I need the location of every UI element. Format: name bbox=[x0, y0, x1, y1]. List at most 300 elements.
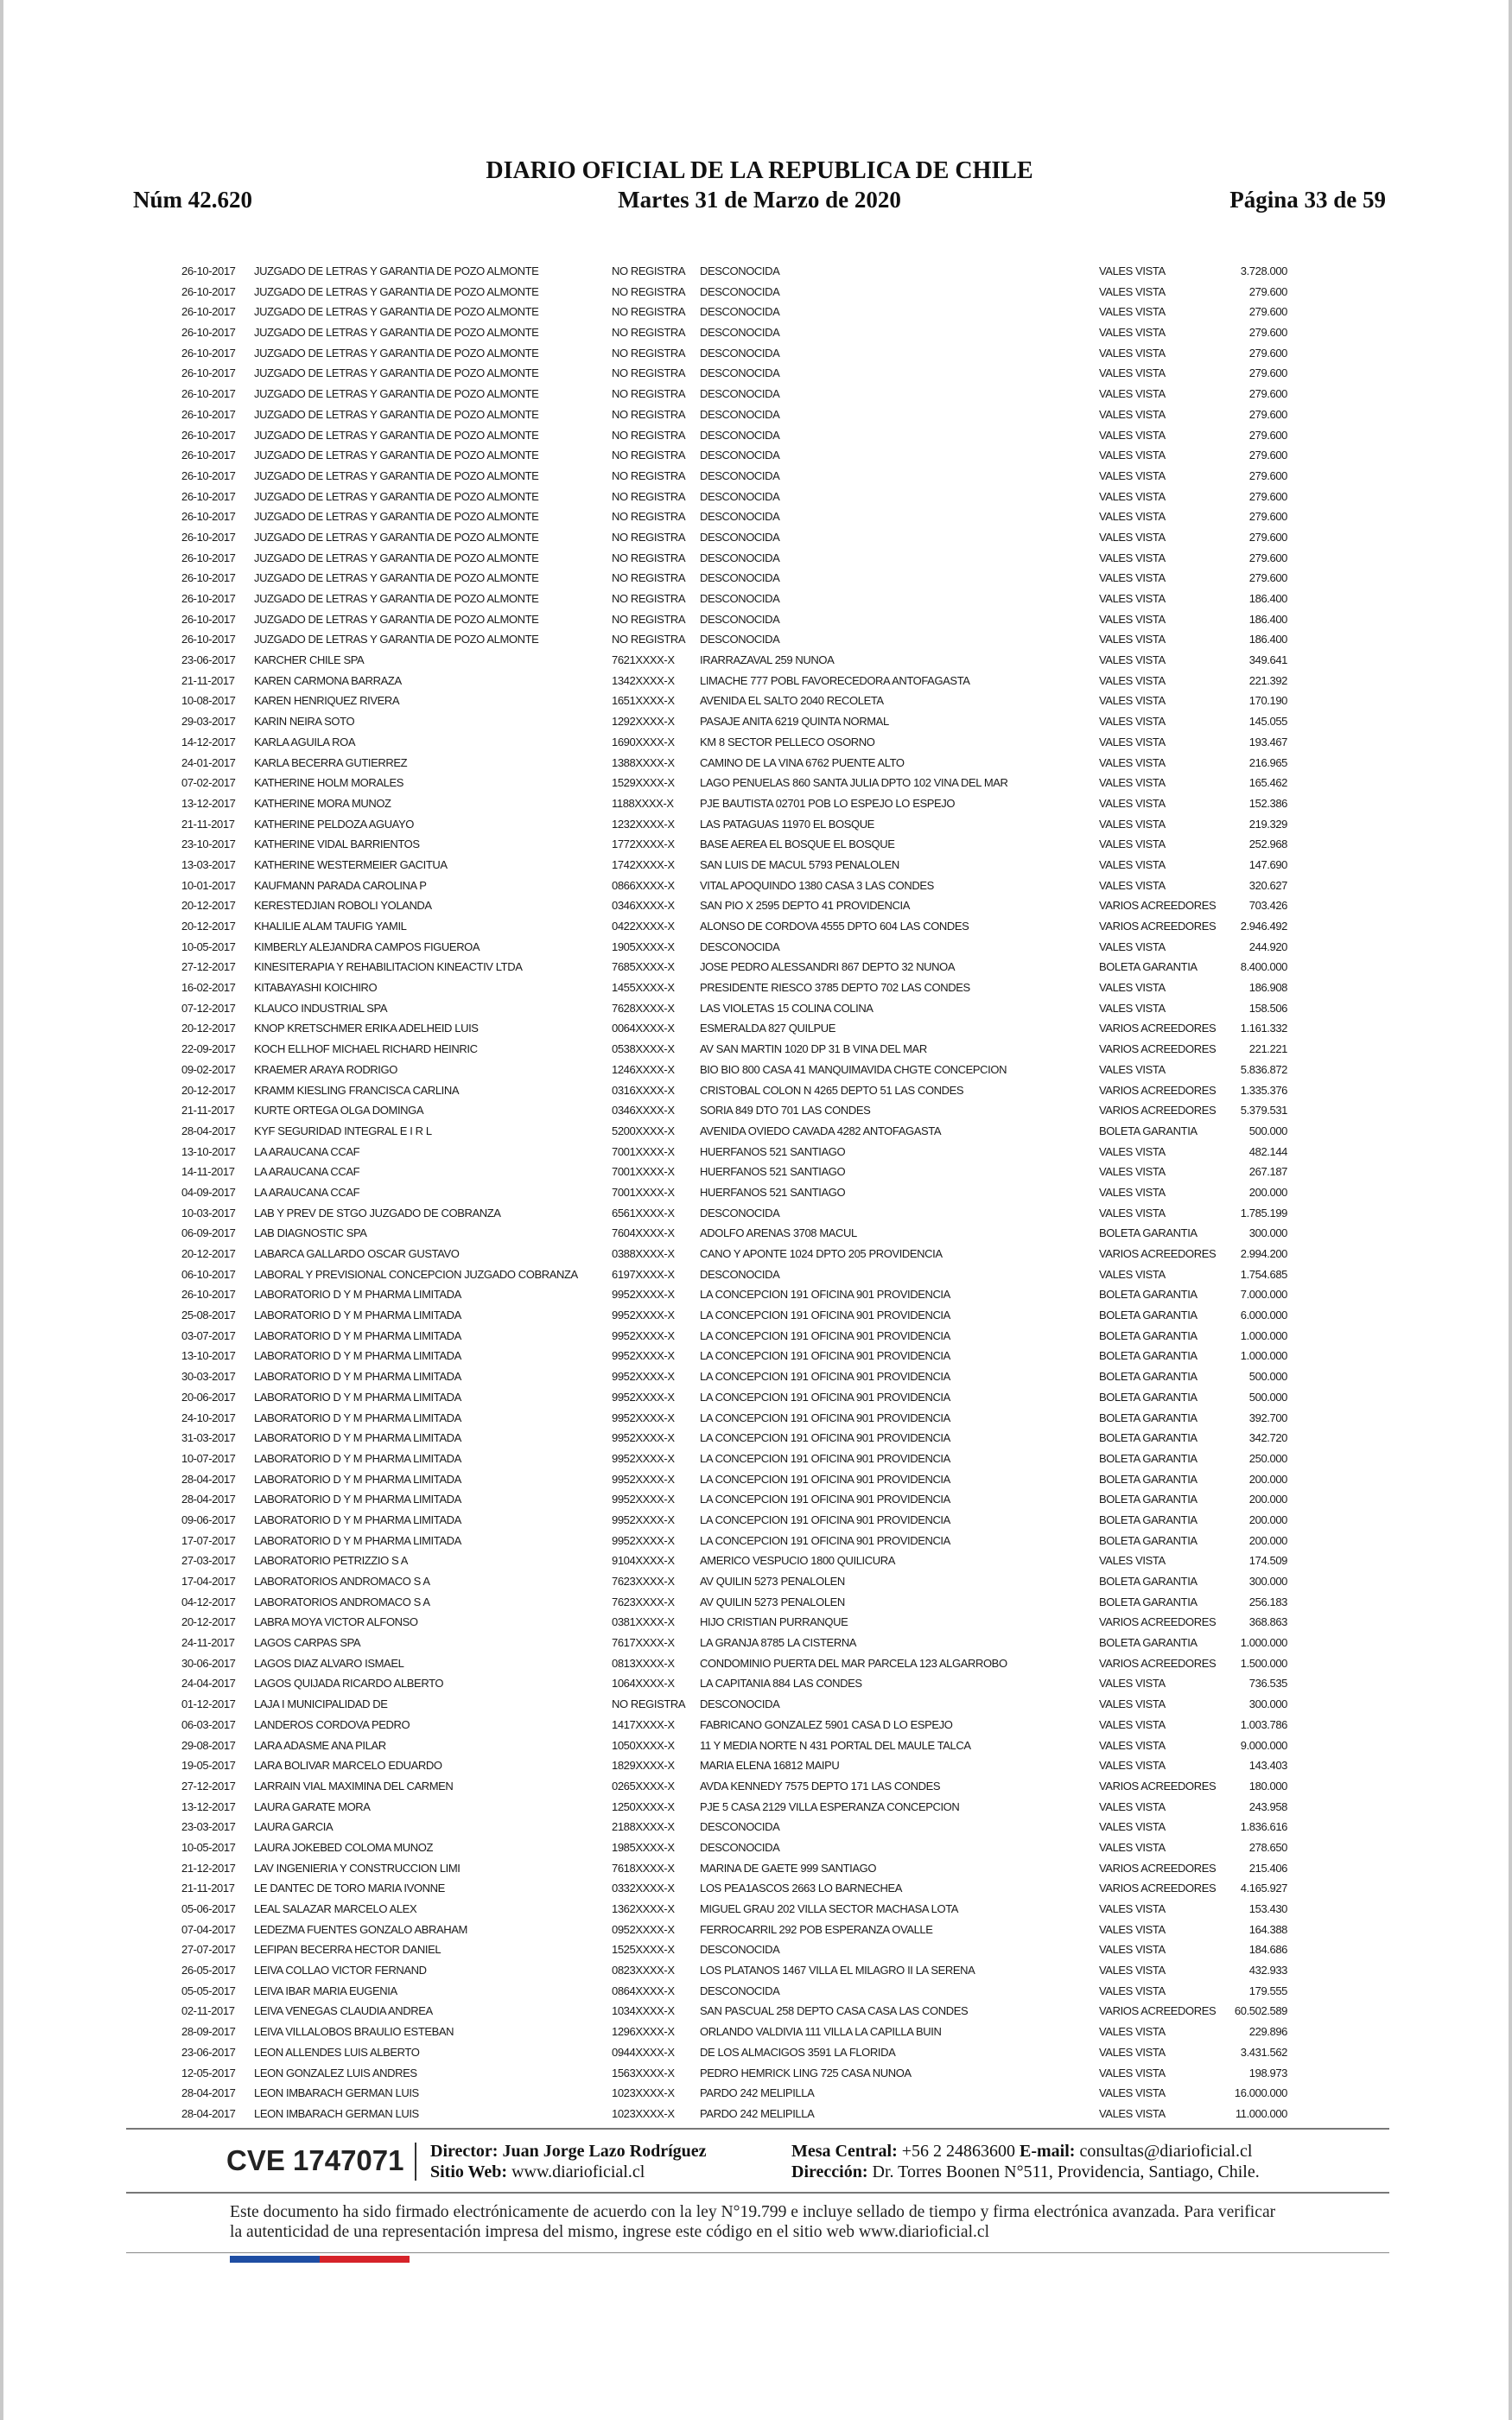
row-rut: 0388XXXX-X bbox=[612, 1247, 675, 1260]
table-row bbox=[181, 425, 1305, 446]
row-amount: 279.600 bbox=[1248, 387, 1287, 401]
row-holder-name: LABORATORIO D Y M PHARMA LIMITADA bbox=[254, 1411, 461, 1424]
row-instrument-type: VALES VISTA bbox=[1099, 1922, 1166, 1936]
row-holder-name: LABORATORIO D Y M PHARMA LIMITADA bbox=[254, 1431, 461, 1445]
row-holder-name: JUZGADO DE LETRAS Y GARANTIA DE POZO ALMONTE bbox=[254, 551, 539, 564]
row-holder-name: LEON ALLENDES LUIS ALBERTO bbox=[254, 2045, 420, 2059]
row-holder-name: LABORATORIO D Y M PHARMA LIMITADA bbox=[254, 1451, 461, 1465]
row-holder-name: LARA BOLIVAR MARCELO EDUARDO bbox=[254, 1759, 442, 1773]
row-holder-name: KATHERINE MORA MUNOZ bbox=[254, 796, 391, 810]
row-amount: 279.600 bbox=[1248, 326, 1287, 340]
row-date: 13-12-2017 bbox=[181, 796, 236, 810]
row-address: LA CONCEPCION 191 OFICINA 901 PROVIDENCIA bbox=[700, 1288, 950, 1302]
row-rut: 0346XXXX-X bbox=[612, 1104, 675, 1118]
row-holder-name: JUZGADO DE LETRAS Y GARANTIA DE POZO ALMONTE bbox=[254, 449, 539, 462]
table-row bbox=[181, 1305, 1305, 1326]
table-row bbox=[181, 384, 1305, 404]
table-row bbox=[181, 1039, 1305, 1060]
row-holder-name: LA ARAUCANA CCAF bbox=[254, 1144, 360, 1158]
table-row bbox=[181, 506, 1305, 527]
row-rut: 7685XXXX-X bbox=[612, 960, 675, 974]
row-instrument-type: BOLETA GARANTIA bbox=[1099, 1451, 1198, 1465]
row-rut: 1525XXXX-X bbox=[612, 1943, 675, 1957]
row-holder-name: LEON IMBARACH GERMAN LUIS bbox=[254, 2106, 419, 2120]
row-rut: 1023XXXX-X bbox=[612, 2106, 675, 2120]
row-date: 22-09-2017 bbox=[181, 1042, 236, 1056]
row-rut: 9952XXXX-X bbox=[612, 1431, 675, 1445]
table-row bbox=[181, 1244, 1305, 1264]
row-amount: 243.958 bbox=[1248, 1799, 1287, 1813]
row-amount: 16.000.000 bbox=[1234, 2086, 1287, 2100]
row-holder-name: KAREN HENRIQUEZ RIVERA bbox=[254, 694, 400, 708]
row-holder-name: JUZGADO DE LETRAS Y GARANTIA DE POZO ALMONTE bbox=[254, 633, 539, 646]
row-address: SORIA 849 DTO 701 LAS CONDES bbox=[700, 1104, 871, 1118]
row-amount: 279.600 bbox=[1248, 510, 1287, 524]
row-amount: 278.650 bbox=[1248, 1840, 1287, 1854]
row-instrument-type: VALES VISTA bbox=[1099, 673, 1166, 687]
table-row bbox=[181, 916, 1305, 937]
row-address: LAS VIOLETAS 15 COLINA COLINA bbox=[700, 1001, 874, 1015]
row-instrument-type: BOLETA GARANTIA bbox=[1099, 1328, 1198, 1342]
mesa-phone: +56 2 24863600 bbox=[901, 2142, 1016, 2161]
row-address: DESCONOCIDA bbox=[700, 633, 780, 646]
row-amount: 9.000.000 bbox=[1240, 1738, 1287, 1752]
row-date: 10-08-2017 bbox=[181, 694, 236, 708]
deposits-table bbox=[181, 261, 1305, 2124]
row-instrument-type: VALES VISTA bbox=[1099, 1697, 1166, 1711]
row-instrument-type: VALES VISTA bbox=[1099, 878, 1166, 892]
row-date: 29-08-2017 bbox=[181, 1738, 236, 1752]
row-address: SAN LUIS DE MACUL 5793 PENALOLEN bbox=[700, 857, 899, 871]
table-row bbox=[181, 1571, 1305, 1592]
row-rut: 1034XXXX-X bbox=[612, 2004, 675, 2018]
row-holder-name: KINESITERAPIA Y REHABILITACION KINEACTIV LTDA bbox=[254, 960, 523, 974]
row-holder-name: JUZGADO DE LETRAS Y GARANTIA DE POZO ALMONTE bbox=[254, 612, 539, 626]
row-instrument-type: VALES VISTA bbox=[1099, 715, 1166, 729]
gazette-title: DIARIO OFICIAL DE LA REPUBLICA DE CHILE bbox=[486, 157, 1033, 184]
row-address: DESCONOCIDA bbox=[700, 326, 780, 340]
table-row bbox=[181, 1592, 1305, 1613]
table-row bbox=[181, 1408, 1305, 1429]
row-amount: 432.933 bbox=[1248, 1964, 1287, 1977]
row-holder-name: LAURA JOKEBED COLOMA MUNOZ bbox=[254, 1840, 434, 1854]
row-holder-name: KARLA AGUILA ROA bbox=[254, 735, 356, 748]
row-amount: 1.754.685 bbox=[1240, 1267, 1287, 1281]
row-date: 28-04-2017 bbox=[181, 1124, 236, 1137]
row-rut: NO REGISTRA bbox=[612, 407, 686, 421]
row-address: DESCONOCIDA bbox=[700, 1820, 780, 1834]
row-address: CAMINO DE LA VINA 6762 PUENTE ALTO bbox=[700, 755, 905, 769]
row-rut: 1296XXXX-X bbox=[612, 2025, 675, 2039]
row-address: LA CONCEPCION 191 OFICINA 901 PROVIDENCIA bbox=[700, 1493, 950, 1506]
row-date: 01-12-2017 bbox=[181, 1697, 236, 1711]
row-instrument-type: VALES VISTA bbox=[1099, 755, 1166, 769]
row-instrument-type: VALES VISTA bbox=[1099, 2045, 1166, 2059]
row-instrument-type: BOLETA GARANTIA bbox=[1099, 1533, 1198, 1547]
row-amount: 3.728.000 bbox=[1240, 264, 1287, 277]
row-amount: 200.000 bbox=[1248, 1493, 1287, 1506]
table-row bbox=[181, 1715, 1305, 1735]
row-address: JOSE PEDRO ALESSANDRI 867 DEPTO 32 NUNOA bbox=[700, 960, 956, 974]
table-row bbox=[181, 2001, 1305, 2022]
row-amount: 267.187 bbox=[1248, 1165, 1287, 1179]
row-amount: 300.000 bbox=[1248, 1697, 1287, 1711]
row-date: 16-02-2017 bbox=[181, 981, 236, 995]
row-amount: 7.000.000 bbox=[1240, 1288, 1287, 1302]
row-holder-name: LABORATORIO PETRIZZIO S A bbox=[254, 1554, 409, 1568]
row-instrument-type: VALES VISTA bbox=[1099, 1554, 1166, 1568]
row-holder-name: LABRA MOYA VICTOR ALFONSO bbox=[254, 1615, 418, 1629]
row-holder-name: JUZGADO DE LETRAS Y GARANTIA DE POZO ALMONTE bbox=[254, 407, 539, 421]
table-row bbox=[181, 1939, 1305, 1960]
row-instrument-type: VALES VISTA bbox=[1099, 264, 1166, 277]
row-rut: NO REGISTRA bbox=[612, 489, 686, 503]
row-rut: 7621XXXX-X bbox=[612, 653, 675, 667]
document-page bbox=[3, 0, 1509, 2420]
director-info bbox=[430, 2141, 707, 2182]
row-address: LOS PLATANOS 1467 VILLA EL MILAGRO II LA SERENA bbox=[700, 1964, 975, 1977]
web-link[interactable]: www.diarioficial.cl bbox=[511, 2162, 645, 2181]
row-holder-name: JUZGADO DE LETRAS Y GARANTIA DE POZO ALMONTE bbox=[254, 366, 539, 380]
table-row bbox=[181, 1735, 1305, 1756]
row-instrument-type: VALES VISTA bbox=[1099, 449, 1166, 462]
row-date: 05-05-2017 bbox=[181, 1984, 236, 1997]
row-instrument-type: VALES VISTA bbox=[1099, 1738, 1166, 1752]
row-rut: 9952XXXX-X bbox=[612, 1472, 675, 1486]
row-address: BIO BIO 800 CASA 41 MANQUIMAVIDA CHGTE CONCEPCION bbox=[700, 1062, 1007, 1076]
row-date: 31-03-2017 bbox=[181, 1431, 236, 1445]
row-amount: 1.000.000 bbox=[1240, 1636, 1287, 1650]
row-amount: 153.430 bbox=[1248, 1902, 1287, 1915]
flag-blue-segment bbox=[230, 2256, 320, 2263]
table-row bbox=[181, 1755, 1305, 1776]
row-holder-name: KYF SEGURIDAD INTEGRAL E I R L bbox=[254, 1124, 432, 1137]
row-address: PRESIDENTE RIESCO 3785 DEPTO 702 LAS CONDES bbox=[700, 981, 970, 995]
row-address: ADOLFO ARENAS 3708 MACUL bbox=[700, 1226, 857, 1240]
row-date: 10-05-2017 bbox=[181, 939, 236, 953]
table-row bbox=[181, 876, 1305, 896]
row-rut: 9104XXXX-X bbox=[612, 1554, 675, 1568]
row-amount: 320.627 bbox=[1248, 878, 1287, 892]
row-instrument-type: BOLETA GARANTIA bbox=[1099, 1493, 1198, 1506]
row-address: DESCONOCIDA bbox=[700, 592, 780, 605]
row-instrument-type: VARIOS ACREEDORES bbox=[1099, 899, 1217, 913]
row-amount: 229.896 bbox=[1248, 2025, 1287, 2039]
row-rut: 9952XXXX-X bbox=[612, 1451, 675, 1465]
row-holder-name: LAGOS CARPAS SPA bbox=[254, 1636, 361, 1650]
row-amount: 60.502.589 bbox=[1234, 2004, 1287, 2018]
table-row bbox=[181, 2063, 1305, 2084]
table-row bbox=[181, 1162, 1305, 1182]
row-address: HUERFANOS 521 SANTIAGO bbox=[700, 1185, 846, 1199]
row-instrument-type: VALES VISTA bbox=[1099, 981, 1166, 995]
row-amount: 1.785.199 bbox=[1240, 1206, 1287, 1220]
row-address: DESCONOCIDA bbox=[700, 264, 780, 277]
row-date: 07-04-2017 bbox=[181, 1922, 236, 1936]
row-address: DESCONOCIDA bbox=[700, 407, 780, 421]
row-address: DESCONOCIDA bbox=[700, 1840, 780, 1854]
row-address: CRISTOBAL COLON N 4265 DEPTO 51 LAS CONDES bbox=[700, 1083, 964, 1097]
row-holder-name: LABORATORIO D Y M PHARMA LIMITADA bbox=[254, 1370, 461, 1384]
table-row bbox=[181, 1469, 1305, 1490]
row-instrument-type: VALES VISTA bbox=[1099, 284, 1166, 298]
row-date: 26-10-2017 bbox=[181, 428, 236, 442]
row-date: 26-10-2017 bbox=[181, 592, 236, 605]
row-holder-name: LEIVA VILLALOBOS BRAULIO ESTEBAN bbox=[254, 2025, 454, 2039]
row-address: LA CONCEPCION 191 OFICINA 901 PROVIDENCIA bbox=[700, 1328, 950, 1342]
row-date: 28-04-2017 bbox=[181, 2086, 236, 2100]
row-amount: 164.388 bbox=[1248, 1922, 1287, 1936]
row-rut: 1772XXXX-X bbox=[612, 837, 675, 851]
row-amount: 200.000 bbox=[1248, 1533, 1287, 1547]
row-address: LIMACHE 777 POBL FAVORECEDORA ANTOFAGASTA bbox=[700, 673, 970, 687]
row-holder-name: JUZGADO DE LETRAS Y GARANTIA DE POZO ALMONTE bbox=[254, 592, 539, 605]
row-amount: 500.000 bbox=[1248, 1124, 1287, 1137]
row-amount: 1.500.000 bbox=[1240, 1656, 1287, 1670]
row-date: 24-01-2017 bbox=[181, 755, 236, 769]
row-amount: 244.920 bbox=[1248, 939, 1287, 953]
row-rut: 6197XXXX-X bbox=[612, 1267, 675, 1281]
row-holder-name: LEIVA COLLAO VICTOR FERNAND bbox=[254, 1964, 427, 1977]
row-rut: 1064XXXX-X bbox=[612, 1677, 675, 1691]
row-rut: 1050XXXX-X bbox=[612, 1738, 675, 1752]
row-instrument-type: VARIOS ACREEDORES bbox=[1099, 1615, 1217, 1629]
table-row bbox=[181, 487, 1305, 507]
row-holder-name: JUZGADO DE LETRAS Y GARANTIA DE POZO ALMONTE bbox=[254, 284, 539, 298]
row-rut: NO REGISTRA bbox=[612, 571, 686, 585]
row-amount: 186.400 bbox=[1248, 612, 1287, 626]
row-date: 23-03-2017 bbox=[181, 1820, 236, 1834]
address-label: Dirección: bbox=[791, 2162, 868, 2181]
row-date: 06-10-2017 bbox=[181, 1267, 236, 1281]
email-link[interactable]: consultas@diarioficial.cl bbox=[1079, 2142, 1253, 2161]
row-rut: 0316XXXX-X bbox=[612, 1083, 675, 1097]
row-holder-name: LE DANTEC DE TORO MARIA IVONNE bbox=[254, 1882, 445, 1895]
table-row bbox=[181, 363, 1305, 384]
row-instrument-type: VALES VISTA bbox=[1099, 1144, 1166, 1158]
row-address: PASAJE ANITA 6219 QUINTA NORMAL bbox=[700, 715, 889, 729]
row-holder-name: LABORATORIOS ANDROMACO S A bbox=[254, 1575, 430, 1588]
row-holder-name: KOCH ELLHOF MICHAEL RICHARD HEINRIC bbox=[254, 1042, 478, 1056]
row-amount: 221.221 bbox=[1248, 1042, 1287, 1056]
row-instrument-type: VALES VISTA bbox=[1099, 1984, 1166, 1997]
row-date: 29-03-2017 bbox=[181, 715, 236, 729]
row-holder-name: KIMBERLY ALEJANDRA CAMPOS FIGUEROA bbox=[254, 939, 480, 953]
table-row bbox=[181, 753, 1305, 774]
row-instrument-type: BOLETA GARANTIA bbox=[1099, 1349, 1198, 1363]
row-holder-name: LABORATORIO D Y M PHARMA LIMITADA bbox=[254, 1328, 461, 1342]
row-address: DESCONOCIDA bbox=[700, 551, 780, 564]
row-instrument-type: VARIOS ACREEDORES bbox=[1099, 1022, 1217, 1035]
row-date: 30-03-2017 bbox=[181, 1370, 236, 1384]
row-instrument-type: VALES VISTA bbox=[1099, 1062, 1166, 1076]
row-instrument-type: VALES VISTA bbox=[1099, 1840, 1166, 1854]
row-amount: 180.000 bbox=[1248, 1779, 1287, 1793]
row-holder-name: LABORAL Y PREVISIONAL CONCEPCION JUZGADO COBRANZA bbox=[254, 1267, 578, 1281]
row-instrument-type: VALES VISTA bbox=[1099, 387, 1166, 401]
row-holder-name: JUZGADO DE LETRAS Y GARANTIA DE POZO ALMONTE bbox=[254, 510, 539, 524]
row-date: 24-04-2017 bbox=[181, 1677, 236, 1691]
row-rut: NO REGISTRA bbox=[612, 449, 686, 462]
row-rut: NO REGISTRA bbox=[612, 510, 686, 524]
row-holder-name: KAREN CARMONA BARRAZA bbox=[254, 673, 402, 687]
table-row bbox=[181, 1878, 1305, 1899]
row-holder-name: LABORATORIO D Y M PHARMA LIMITADA bbox=[254, 1493, 461, 1506]
row-address: DESCONOCIDA bbox=[700, 1206, 780, 1220]
row-instrument-type: BOLETA GARANTIA bbox=[1099, 1512, 1198, 1526]
director-label: Director: bbox=[430, 2142, 499, 2161]
row-amount: 200.000 bbox=[1248, 1472, 1287, 1486]
row-date: 26-10-2017 bbox=[181, 489, 236, 503]
table-row bbox=[181, 1653, 1305, 1674]
row-address: DESCONOCIDA bbox=[700, 346, 780, 360]
row-date: 02-11-2017 bbox=[181, 2004, 235, 2018]
row-rut: 1246XXXX-X bbox=[612, 1062, 675, 1076]
row-rut: 1690XXXX-X bbox=[612, 735, 675, 748]
row-holder-name: JUZGADO DE LETRAS Y GARANTIA DE POZO ALMONTE bbox=[254, 428, 539, 442]
table-row bbox=[181, 773, 1305, 793]
row-amount: 184.686 bbox=[1248, 1943, 1287, 1957]
row-holder-name: LARRAIN VIAL MAXIMINA DEL CARMEN bbox=[254, 1779, 454, 1793]
row-date: 09-02-2017 bbox=[181, 1062, 236, 1076]
row-address: DESCONOCIDA bbox=[700, 530, 780, 544]
table-row bbox=[181, 2042, 1305, 2063]
row-address: LA GRANJA 8785 LA CISTERNA bbox=[700, 1636, 857, 1650]
row-rut: 7001XXXX-X bbox=[612, 1185, 675, 1199]
row-address: VITAL APOQUINDO 1380 CASA 3 LAS CONDES bbox=[700, 878, 934, 892]
row-rut: 0823XXXX-X bbox=[612, 1964, 675, 1977]
row-rut: 7623XXXX-X bbox=[612, 1595, 675, 1608]
row-date: 20-12-2017 bbox=[181, 1247, 236, 1260]
row-date: 26-10-2017 bbox=[181, 326, 236, 340]
row-instrument-type: VARIOS ACREEDORES bbox=[1099, 920, 1217, 933]
row-instrument-type: VALES VISTA bbox=[1099, 305, 1166, 319]
row-address: IRARRAZAVAL 259 NUNOA bbox=[700, 653, 835, 667]
table-row bbox=[181, 1920, 1305, 1940]
row-address: LA CONCEPCION 191 OFICINA 901 PROVIDENCIA bbox=[700, 1431, 950, 1445]
table-row bbox=[181, 1837, 1305, 1858]
row-amount: 279.600 bbox=[1248, 489, 1287, 503]
row-address: LA CONCEPCION 191 OFICINA 901 PROVIDENCIA bbox=[700, 1309, 950, 1322]
row-amount: 186.400 bbox=[1248, 592, 1287, 605]
row-date: 13-12-2017 bbox=[181, 1799, 236, 1813]
row-instrument-type: BOLETA GARANTIA bbox=[1099, 1411, 1198, 1424]
row-amount: 1.000.000 bbox=[1240, 1328, 1287, 1342]
table-row bbox=[181, 1633, 1305, 1653]
row-rut: 5200XXXX-X bbox=[612, 1124, 675, 1137]
row-instrument-type: VALES VISTA bbox=[1099, 510, 1166, 524]
row-date: 19-05-2017 bbox=[181, 1759, 236, 1773]
row-amount: 147.690 bbox=[1248, 857, 1287, 871]
table-row bbox=[181, 322, 1305, 343]
row-holder-name: LANDEROS CORDOVA PEDRO bbox=[254, 1717, 410, 1731]
row-holder-name: LA ARAUCANA CCAF bbox=[254, 1185, 360, 1199]
row-holder-name: LAV INGENIERIA Y CONSTRUCCION LIMI bbox=[254, 1861, 461, 1875]
row-holder-name: LABARCA GALLARDO OSCAR GUSTAVO bbox=[254, 1247, 460, 1260]
footer-middle-rule bbox=[126, 2192, 1389, 2194]
row-rut: NO REGISTRA bbox=[612, 551, 686, 564]
row-instrument-type: VALES VISTA bbox=[1099, 612, 1166, 626]
row-date: 13-03-2017 bbox=[181, 857, 236, 871]
table-row bbox=[181, 1182, 1305, 1203]
director-name: Juan Jorge Lazo Rodríguez bbox=[502, 2142, 707, 2161]
footer-divider bbox=[415, 2143, 416, 2181]
row-amount: 152.386 bbox=[1248, 796, 1287, 810]
row-address: DESCONOCIDA bbox=[700, 428, 780, 442]
row-address: SAN PASCUAL 258 DEPTO CASA CASA LAS CONDES bbox=[700, 2004, 969, 2018]
row-holder-name: JUZGADO DE LETRAS Y GARANTIA DE POZO ALMONTE bbox=[254, 346, 539, 360]
row-rut: 7617XXXX-X bbox=[612, 1636, 675, 1650]
row-address: MARINA DE GAETE 999 SANTIAGO bbox=[700, 1861, 877, 1875]
row-amount: 1.161.332 bbox=[1240, 1022, 1287, 1035]
row-instrument-type: VALES VISTA bbox=[1099, 633, 1166, 646]
row-address: DESCONOCIDA bbox=[700, 571, 780, 585]
row-rut: 1188XXXX-X bbox=[612, 796, 674, 810]
row-date: 30-06-2017 bbox=[181, 1656, 236, 1670]
row-holder-name: LAB Y PREV DE STGO JUZGADO DE COBRANZA bbox=[254, 1206, 501, 1220]
row-rut: 1905XXXX-X bbox=[612, 939, 675, 953]
row-instrument-type: VALES VISTA bbox=[1099, 1165, 1166, 1179]
table-row bbox=[181, 1858, 1305, 1879]
row-date: 26-10-2017 bbox=[181, 633, 236, 646]
row-date: 04-12-2017 bbox=[181, 1595, 236, 1608]
row-address: KM 8 SECTOR PELLECO OSORNO bbox=[700, 735, 875, 748]
row-instrument-type: VALES VISTA bbox=[1099, 857, 1166, 871]
table-row bbox=[181, 1142, 1305, 1162]
row-amount: 11.000.000 bbox=[1235, 2106, 1287, 2120]
row-address: DESCONOCIDA bbox=[700, 939, 780, 953]
row-instrument-type: VALES VISTA bbox=[1099, 428, 1166, 442]
row-rut: 9952XXXX-X bbox=[612, 1493, 675, 1506]
row-holder-name: JUZGADO DE LETRAS Y GARANTIA DE POZO ALMONTE bbox=[254, 305, 539, 319]
row-date: 06-09-2017 bbox=[181, 1226, 236, 1240]
row-amount: 2.946.492 bbox=[1240, 920, 1287, 933]
table-row bbox=[181, 282, 1305, 302]
page-header bbox=[133, 157, 1386, 218]
row-date: 26-05-2017 bbox=[181, 1964, 236, 1977]
row-rut: 0813XXXX-X bbox=[612, 1656, 675, 1670]
row-rut: NO REGISTRA bbox=[612, 366, 686, 380]
table-row bbox=[181, 895, 1305, 916]
row-date: 07-02-2017 bbox=[181, 776, 236, 790]
row-date: 26-10-2017 bbox=[181, 387, 236, 401]
table-row bbox=[181, 343, 1305, 364]
table-row bbox=[181, 1960, 1305, 1981]
row-holder-name: LEIVA VENEGAS CLAUDIA ANDREA bbox=[254, 2004, 433, 2018]
row-date: 17-07-2017 bbox=[181, 1533, 236, 1547]
row-address: LOS PEA1ASCOS 2663 LO BARNECHEA bbox=[700, 1882, 902, 1895]
row-amount: 174.509 bbox=[1248, 1554, 1287, 1568]
row-rut: 1417XXXX-X bbox=[612, 1717, 675, 1731]
row-amount: 482.144 bbox=[1248, 1144, 1287, 1158]
row-amount: 193.467 bbox=[1248, 735, 1287, 748]
row-amount: 368.863 bbox=[1248, 1615, 1287, 1629]
row-address: DESCONOCIDA bbox=[700, 468, 780, 482]
mesa-label: Mesa Central: bbox=[791, 2142, 898, 2161]
row-amount: 216.965 bbox=[1248, 755, 1287, 769]
row-amount: 200.000 bbox=[1248, 1185, 1287, 1199]
row-holder-name: JUZGADO DE LETRAS Y GARANTIA DE POZO ALMONTE bbox=[254, 571, 539, 585]
row-address: AMERICO VESPUCIO 1800 QUILICURA bbox=[700, 1554, 895, 1568]
row-holder-name: KERESTEDJIAN ROBOLI YOLANDA bbox=[254, 899, 432, 913]
table-row bbox=[181, 548, 1305, 569]
row-holder-name: KARIN NEIRA SOTO bbox=[254, 715, 355, 729]
row-date: 10-07-2017 bbox=[181, 1451, 236, 1465]
table-row bbox=[181, 589, 1305, 609]
row-amount: 198.973 bbox=[1248, 2066, 1287, 2079]
row-date: 28-04-2017 bbox=[181, 1472, 236, 1486]
row-date: 03-07-2017 bbox=[181, 1328, 236, 1342]
